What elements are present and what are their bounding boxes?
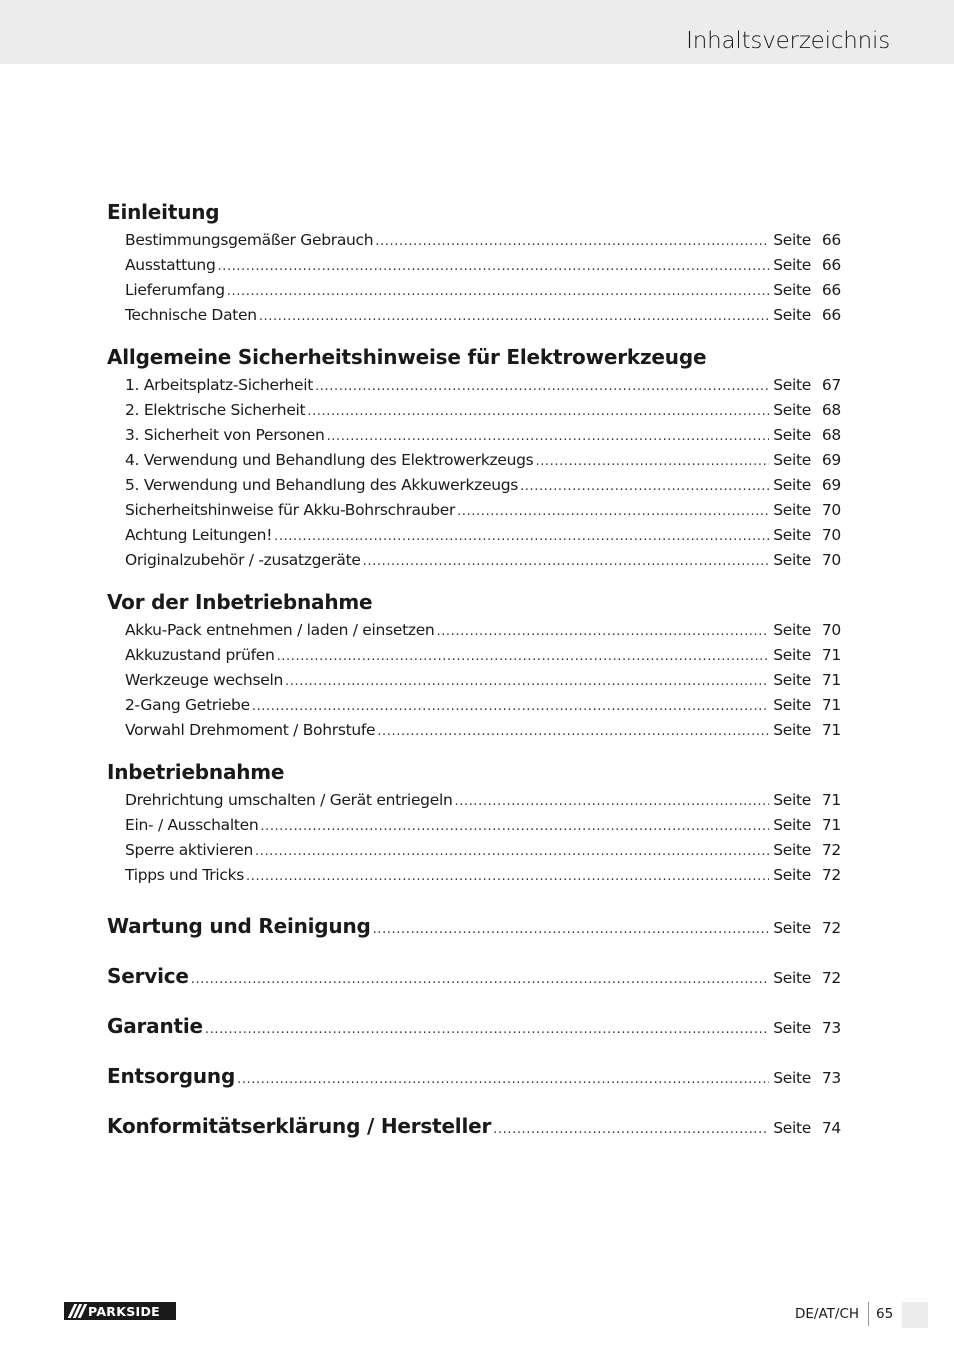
entry-label: Bestimmungsgemäßer Gebrauch <box>125 231 374 249</box>
toc-entry[interactable] <box>107 693 841 718</box>
page-number: 66 <box>821 281 841 299</box>
section-title: Einleitung <box>107 200 220 224</box>
entry-label: Akku-Pack entnehmen / laden / einsetzen <box>125 621 435 639</box>
section-title: Allgemeine Sicherheitshinweise für Elektrowerkzeuge <box>107 345 707 369</box>
dot-leader <box>218 254 770 279</box>
toc-entry[interactable] <box>107 523 841 548</box>
toc-entry[interactable] <box>107 253 841 278</box>
toc-entry[interactable] <box>107 863 841 888</box>
dot-leader <box>520 474 769 499</box>
toc-entry[interactable] <box>107 228 841 253</box>
seite-label: Seite <box>773 721 811 739</box>
seite-label: Seite <box>773 646 811 664</box>
toc-entry[interactable] <box>107 423 841 448</box>
seite-label: Seite <box>773 231 811 249</box>
dot-leader <box>255 839 769 864</box>
toc-top-entry[interactable] <box>107 1101 841 1151</box>
toc-entry[interactable] <box>107 838 841 863</box>
entry-label: Vorwahl Drehmoment / Bohrstufe <box>125 721 376 739</box>
toc-top-entry[interactable] <box>107 1001 841 1051</box>
toc-entry[interactable] <box>107 668 841 693</box>
dot-leader <box>493 1105 769 1155</box>
section-title: Konformitätserklärung / Hersteller <box>107 1114 492 1138</box>
page-number: 72 <box>821 866 841 884</box>
toc-top-entry[interactable] <box>107 1051 841 1101</box>
page-number: 66 <box>821 231 841 249</box>
brand-logo <box>64 1302 176 1320</box>
seite-label: Seite <box>773 256 811 274</box>
entry-label: Originalzubehör / -zusatzgeräte <box>125 551 361 569</box>
page-number: 71 <box>821 646 841 664</box>
dot-leader <box>327 424 770 449</box>
page-number: 66 <box>821 306 841 324</box>
page-number-footer: 65 <box>876 1306 894 1322</box>
toc-entry[interactable] <box>107 813 841 838</box>
toc-entry[interactable] <box>107 643 841 668</box>
dot-leader <box>252 694 769 719</box>
entry-label: Sperre aktivieren <box>125 841 253 859</box>
dot-leader <box>259 304 769 329</box>
seite-label: Seite <box>773 1069 811 1087</box>
dot-leader <box>205 1005 769 1055</box>
dot-leader <box>457 499 769 524</box>
dot-leader <box>375 229 769 254</box>
entry-label: Lieferumfang <box>125 281 225 299</box>
page-number: 68 <box>821 426 841 444</box>
seite-label: Seite <box>773 1119 811 1137</box>
toc-top-entry[interactable] <box>107 901 841 951</box>
dot-leader <box>285 669 769 694</box>
entry-label: Akkuzustand prüfen <box>125 646 275 664</box>
dot-leader <box>191 955 769 1005</box>
entry-label: Tipps und Tricks <box>125 866 245 884</box>
page-number: 73 <box>821 1069 841 1087</box>
section-title: Vor der Inbetriebnahme <box>107 590 373 614</box>
brand-name: PARKSIDE <box>88 1303 160 1319</box>
dot-leader <box>274 524 769 549</box>
page-number: 74 <box>821 1119 841 1137</box>
entry-label: Ein- / Ausschalten <box>125 816 259 834</box>
page-number: 67 <box>821 376 841 394</box>
toc-entry[interactable] <box>107 473 841 498</box>
dot-leader <box>455 789 770 814</box>
entry-label: Drehrichtung umschalten / Gerät entriegeln <box>125 791 453 809</box>
page-number: 72 <box>821 841 841 859</box>
dot-leader <box>535 449 769 474</box>
toc-entry[interactable] <box>107 303 841 328</box>
dot-leader <box>277 644 770 669</box>
page-number: 71 <box>821 816 841 834</box>
seite-label: Seite <box>773 919 811 937</box>
seite-label: Seite <box>773 501 811 519</box>
section-title: Entsorgung <box>107 1064 236 1088</box>
locale-label: DE/AT/CH <box>795 1306 860 1322</box>
entry-label: Sicherheitshinweise für Akku-Bohrschrauber <box>125 501 456 519</box>
seite-label: Seite <box>773 281 811 299</box>
entry-label: 2. Elektrische Sicherheit <box>125 401 306 419</box>
dot-leader <box>237 1055 769 1105</box>
entry-label: Ausstattung <box>125 256 216 274</box>
dot-leader <box>260 814 769 839</box>
footer-divider <box>868 1302 869 1326</box>
seite-label: Seite <box>773 671 811 689</box>
page-number: 73 <box>821 1019 841 1037</box>
entry-label: 3. Sicherheit von Personen <box>125 426 325 444</box>
seite-label: Seite <box>773 306 811 324</box>
toc-entry[interactable] <box>107 718 841 743</box>
page-title: Inhaltsverzeichnis <box>686 28 890 54</box>
page-number: 72 <box>821 919 841 937</box>
seite-label: Seite <box>773 969 811 987</box>
toc-entry[interactable] <box>107 278 841 303</box>
seite-label: Seite <box>773 866 811 884</box>
page-number: 72 <box>821 969 841 987</box>
entry-label: Achtung Leitungen! <box>125 526 273 544</box>
seite-label: Seite <box>773 696 811 714</box>
dot-leader <box>227 279 769 304</box>
seite-label: Seite <box>773 476 811 494</box>
stripes-icon <box>64 1302 88 1320</box>
page-number: 66 <box>821 256 841 274</box>
toc-entry[interactable] <box>107 448 841 473</box>
dot-leader <box>436 619 769 644</box>
dot-leader <box>246 864 769 889</box>
page-number: 70 <box>821 526 841 544</box>
seite-label: Seite <box>773 816 811 834</box>
toc-entry[interactable] <box>107 398 841 423</box>
entry-label: 5. Verwendung und Behandlung des Akkuwerkzeugs <box>125 476 519 494</box>
page-number: 69 <box>821 451 841 469</box>
toc-entry[interactable] <box>107 373 841 398</box>
seite-label: Seite <box>773 526 811 544</box>
toc-entry[interactable] <box>107 788 841 813</box>
toc-top-entry[interactable] <box>107 951 841 1001</box>
page-number: 71 <box>821 696 841 714</box>
section-title: Wartung und Reinigung <box>107 914 371 938</box>
seite-label: Seite <box>773 551 811 569</box>
page-number: 71 <box>821 671 841 689</box>
toc-section <box>107 586 841 743</box>
dot-leader <box>363 549 770 574</box>
seite-label: Seite <box>773 451 811 469</box>
page-number: 68 <box>821 401 841 419</box>
page-number: 70 <box>821 501 841 519</box>
page-number: 71 <box>821 791 841 809</box>
entry-label: 2-Gang Getriebe <box>125 696 250 714</box>
section-title: Inbetriebnahme <box>107 760 285 784</box>
toc-entry[interactable] <box>107 548 841 573</box>
page-number: 70 <box>821 551 841 569</box>
toc-entry[interactable] <box>107 498 841 523</box>
seite-label: Seite <box>773 376 811 394</box>
seite-label: Seite <box>773 841 811 859</box>
section-title: Service <box>107 964 189 988</box>
entry-label: 4. Verwendung und Behandlung des Elektrowerkzeugs <box>125 451 534 469</box>
toc-section <box>107 756 841 888</box>
dot-leader <box>307 399 769 424</box>
seite-label: Seite <box>773 426 811 444</box>
page-number: 70 <box>821 621 841 639</box>
seite-label: Seite <box>773 621 811 639</box>
seite-label: Seite <box>773 1019 811 1037</box>
toc-entry[interactable] <box>107 618 841 643</box>
seite-label: Seite <box>773 791 811 809</box>
page-number: 69 <box>821 476 841 494</box>
section-title: Garantie <box>107 1014 203 1038</box>
dot-leader <box>377 719 769 744</box>
entry-label: Technische Daten <box>125 306 257 324</box>
footer-tab-box <box>902 1302 928 1328</box>
dot-leader <box>315 374 769 399</box>
toc-section <box>107 196 841 328</box>
toc-section <box>107 341 841 573</box>
entry-label: Werkzeuge wechseln <box>125 671 284 689</box>
seite-label: Seite <box>773 401 811 419</box>
table-of-contents <box>107 196 841 1151</box>
dot-leader <box>373 905 770 955</box>
page-number: 71 <box>821 721 841 739</box>
entry-label: 1. Arbeitsplatz-Sicherheit <box>125 376 314 394</box>
